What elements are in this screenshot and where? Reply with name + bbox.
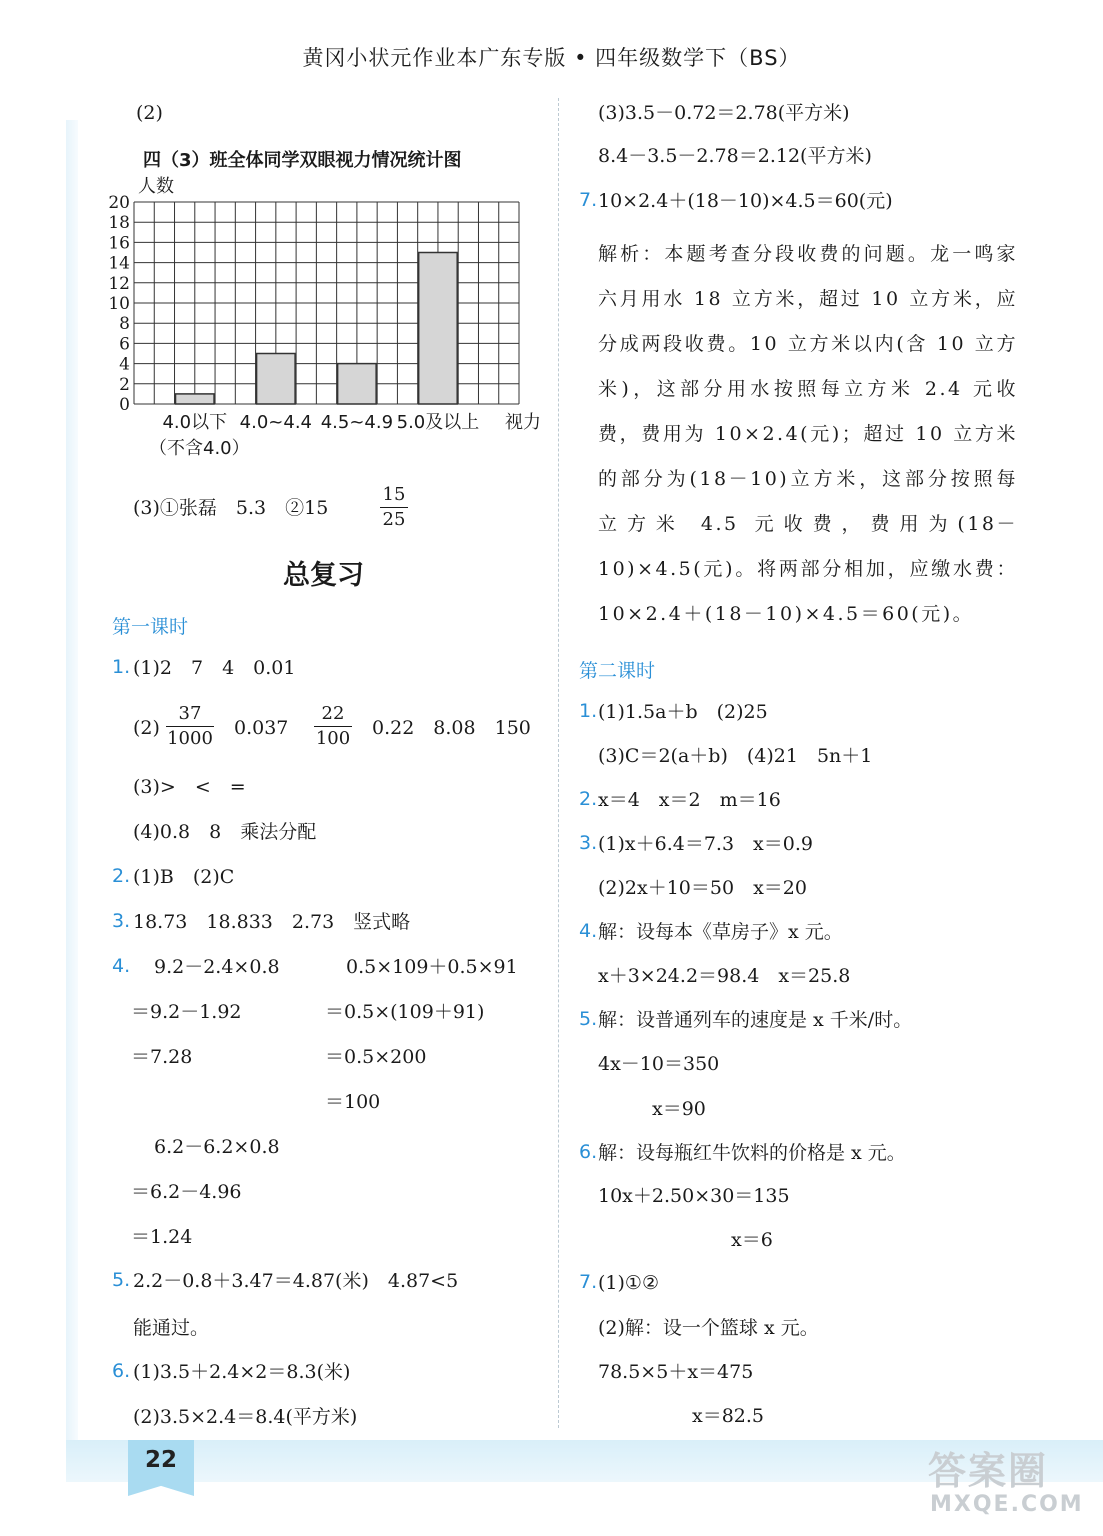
y-tick-label: 10 [108,294,130,314]
r6-line3: x＝6 [731,1229,773,1251]
frac-num: 22 [321,703,345,724]
category-note: （不含4.0） [149,438,250,459]
x-axis-label: 视力 [505,412,541,433]
q3-number: 3. [112,910,131,932]
y-axis-label: 人数 [138,176,174,197]
bar-3 [338,364,377,404]
page-header: 黄冈小状元作业本广东专版 • 四年级数学下（BS） [302,46,801,70]
part3-fraction [380,484,408,531]
q2-answer: (1)B (2)C [133,866,235,888]
q4-c-line2: ＝6.2－4.96 [131,1181,242,1203]
r7-number: 7. [579,1271,598,1293]
y-tick-label: 12 [108,273,130,294]
q4-b-line2: ＝0.5×(109＋91) [325,1001,485,1023]
watermark-logo-text: 答案圈 [928,1449,1049,1493]
bar-2 [257,354,296,405]
page-number: 22 [144,1447,177,1473]
r7-line3: 78.5×5＋x＝475 [598,1361,754,1383]
r2-answer: x＝4 x＝2 m＝16 [598,789,781,811]
r-q7-number: 7. [579,189,598,211]
part3-answer: (3)①张磊 5.3 ②15 [133,497,329,519]
r4-number: 4. [579,920,598,942]
r-q7-answer: 10×2.4＋(18－10)×4.5＝60(元) [598,190,893,212]
y-tick-label: 6 [119,334,130,355]
bar-4 [419,253,458,405]
q5-number: 5. [112,1269,131,1291]
q3-answer: 18.73 18.833 2.73 竖式略 [133,911,411,933]
r1-line1: (1)1.5a＋b (2)25 [598,701,768,723]
r5-line3: x＝90 [652,1098,706,1120]
frac-den: 25 [382,509,406,530]
q1-part2-c: 0.22 8.08 150 [372,717,531,739]
r6-line2: 10x＋2.50×30＝135 [598,1185,790,1207]
q1-fraction-2 [314,703,352,750]
watermark-url: MXQE.COM [930,1492,1084,1517]
q1-number: 1. [112,656,131,678]
frac-num: 15 [382,484,406,505]
q1-fraction-1 [166,703,214,750]
q5-line2: 能通过。 [133,1317,210,1339]
chart-title: 四（3）班全体同学双眼视力情况统计图 [143,150,462,171]
r3-line2: (2)2x＋10＝50 x＝20 [598,877,807,899]
r7-line1: (1)①② [598,1272,659,1294]
r1-number: 1. [579,700,598,722]
x-tick-label: 4.0~4.4 [239,412,313,433]
q4-c-line1: 6.2－6.2×0.8 [154,1136,280,1158]
r7-line2: (2)解：设一个篮球 x 元。 [598,1317,819,1339]
x-tick-label: 4.0以下 [162,412,228,433]
frac-den: 1000 [167,728,213,749]
vision-bar-chart [100,172,560,467]
r7-line4: x＝82.5 [692,1405,765,1427]
bar-1 [176,394,215,404]
y-tick-label: 0 [119,395,130,415]
lesson2-heading: 第二课时 [579,660,656,682]
y-tick-label: 14 [108,253,130,274]
q1-part1: (1)2 7 4 0.01 [133,657,296,679]
q4-b-line3: ＝0.5×200 [325,1046,427,1068]
r2-number: 2. [579,788,598,810]
r3-number: 3. [579,832,598,854]
r4-line2: x＋3×24.2＝98.4 x＝25.8 [598,965,851,987]
x-tick-label: 4.5~4.9 [320,412,394,433]
q6-number: 6. [112,1360,131,1382]
q6-part3-line1: (3)3.5－0.72＝2.78(平方米) [598,102,850,124]
r4-line1: 解：设每本《草房子》x 元。 [598,921,843,943]
q1-part4: (4)0.8 8 乘法分配 [133,821,317,843]
y-tick-label: 16 [108,233,130,254]
q4-a-line1: 9.2－2.4×0.8 [154,956,280,978]
analysis-text: 解析：本题考查分段收费的问题。龙一鸣家六月用水 18 立方米，超过 10 立方米，应分成两段收费。10 立方米以内(含 10 立方米)，这部分用水按照每立方米 2.4 元收费，费用为 10×2.4(元)；超过 10 立方米的部分为(18－10)立方米，这部分按照每立方米 4.5 元收费，费用为(18－10)×4.5(元)。将两部分相加，应缴水费：10×2.4＋(18－10)×4.5＝60(元)。 [598,243,1018,625]
r5-line1: 解：设普通列车的速度是 x 千米/时。 [598,1009,913,1031]
r3-line1: (1)x＋6.4＝7.3 x＝0.9 [598,833,813,855]
y-tick-label: 8 [119,314,130,335]
q4-c-line3: ＝1.24 [131,1226,193,1248]
q4-a-line3: ＝7.28 [131,1046,193,1068]
y-tick-label: 20 [108,193,130,213]
r5-line2: 4x－10＝350 [598,1053,720,1075]
x-tick-label: 5.0及以上 [396,412,480,433]
q6-part2: (2)3.5×2.4＝8.4(平方米) [133,1406,358,1428]
y-tick-label: 2 [119,374,130,395]
q4-b-line1: 0.5×109＋0.5×91 [346,956,518,978]
q1-part2-b: 0.037 [234,717,289,739]
q4-b-line4: ＝100 [325,1091,381,1113]
q5-line1: 2.2－0.8＋3.47＝4.87(米) 4.87<5 [133,1270,459,1292]
left-margin-bar [66,120,78,1450]
frac-den: 100 [315,728,351,749]
q4-a-line2: ＝9.2－1.92 [131,1001,242,1023]
q4-number: 4. [112,955,131,977]
y-tick-label: 18 [108,213,130,234]
q6-part3-line2: 8.4－3.5－2.78＝2.12(平方米) [598,145,872,167]
r6-number: 6. [579,1141,598,1163]
q1-part2-label: (2) [133,717,160,739]
r6-line1: 解：设每瓶红牛饮料的价格是 x 元。 [598,1142,906,1164]
part2-label: (2) [136,102,163,124]
frac-num: 37 [178,703,202,724]
r1-line2: (3)C＝2(a＋b) (4)21 5n＋1 [598,745,873,767]
r5-number: 5. [579,1008,598,1030]
section-title: 总复习 [283,560,364,591]
q1-part3: (3)> < = [133,776,246,798]
q6-part1: (1)3.5＋2.4×2＝8.3(米) [133,1361,351,1383]
y-tick-label: 4 [119,354,130,375]
lesson1-heading: 第一课时 [112,616,189,638]
q2-number: 2. [112,865,131,887]
